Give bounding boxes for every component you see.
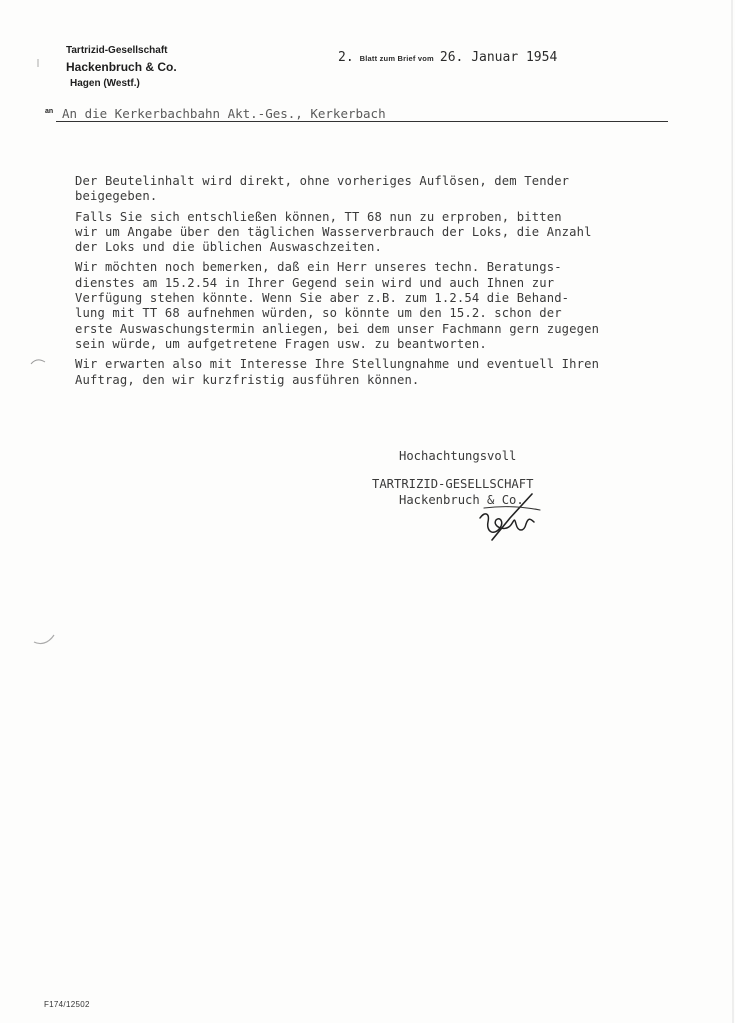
- letterhead-company: Tartrizid-Gesellschaft: [66, 45, 168, 56]
- margin-mark: [32, 632, 56, 646]
- text-line: Falls Sie sich entschließen können, TT 68 nun zu erproben, bitten: [75, 209, 562, 224]
- letterhead-name: Hackenbruch & Co.: [66, 60, 177, 74]
- text-line: Wir möchten noch bemerken, daß ein Herr unseres techn. Beratungs-: [75, 260, 562, 275]
- text-line: sein würde, um aufgetretene Fragen usw. zu beantworten.: [75, 336, 487, 351]
- text-line: lung mit TT 68 aufnehmen würden, so könnte um den 15.2. schon der: [75, 306, 562, 321]
- text-line: Verfügung stehen könnte. Wenn Sie aber z.B. zum 1.2.54 die Behand-: [75, 291, 570, 306]
- address-prefix: an: [45, 108, 54, 115]
- letter-date: 26. Januar 1954: [439, 50, 558, 65]
- paragraph: [75, 210, 715, 256]
- letterhead: [66, 44, 177, 91]
- text-line: wir um Angabe über den täglichen Wasserverbrauch der Loks, die Anzahl: [75, 224, 592, 239]
- paper-edge: [718, 0, 735, 1023]
- paragraph: [75, 260, 715, 352]
- text-line: der Loks und die üblichen Auswaschzeiten.: [75, 240, 382, 255]
- sheet-reference: [338, 48, 557, 66]
- letterhead-city: Hagen (Westf.): [70, 78, 140, 89]
- closing-company-line2: Hackenbruch & Co.: [399, 493, 524, 507]
- text-line: Auftrag, den wir kurzfristig ausführen können.: [75, 372, 420, 387]
- paragraph: [75, 357, 715, 388]
- text-line: dienstes am 15.2.54 in Ihrer Gegend sein wird und auch Ihnen zur: [75, 275, 555, 290]
- margin-mark: [30, 356, 46, 366]
- closing-company: TARTRIZID-GESELLSCHAFT: [372, 477, 534, 491]
- address-rule: [56, 121, 668, 122]
- handwritten-signature: [470, 488, 550, 548]
- sheet-number: 2.: [338, 50, 354, 65]
- recipient-line: An die Kerkerbachbahn Akt.-Ges., Kerkerbach: [62, 106, 386, 121]
- text-line: erste Auswaschungstermin anliegen, bei dem unser Fachmann gern zugegen: [75, 321, 600, 336]
- paragraph: [75, 174, 715, 205]
- text-line: beigegeben.: [75, 189, 158, 204]
- text-line: Der Beutelinhalt wird direkt, ohne vorheriges Auflösen, dem Tender: [75, 174, 570, 188]
- letter-body: [75, 174, 715, 393]
- text-line: Wir erwarten also mit Interesse Ihre Stellungnahme und eventuell Ihren: [75, 357, 600, 372]
- closing-greeting: Hochachtungsvoll: [399, 449, 517, 463]
- margin-mark: [35, 58, 41, 68]
- sheet-label: Blatt zum Brief vom: [359, 54, 434, 63]
- form-number: F174/12502: [44, 1000, 90, 1009]
